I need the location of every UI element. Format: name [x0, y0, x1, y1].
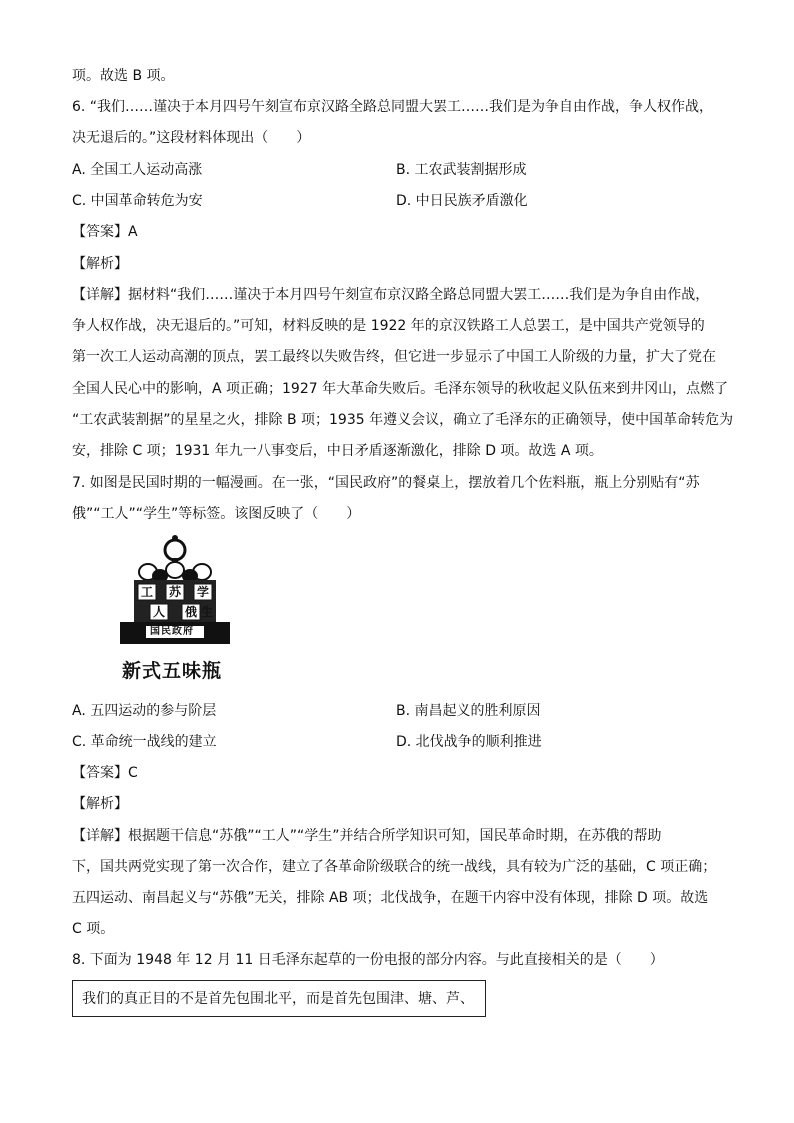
- q7-option-c: C. 革命统一战线的建立: [72, 734, 217, 750]
- telegram-box: [72, 980, 486, 1017]
- q6-line-2: 决无退后的。”这段材料体现出（ ）: [72, 130, 311, 146]
- q7-option-d: D. 北伐战争的顺利推进: [396, 734, 542, 750]
- q6-detail-5: “工农武装割据”的星星之火，排除 B 项；1935 年遵义会议，确立了毛泽东的正确领导，使中国革命转危为: [72, 412, 734, 428]
- telegram-text: 我们的真正目的不是首先包围北平，而是首先包围津、塘、芦、: [82, 991, 474, 1007]
- q6-detail-6: 安，排除 C 项；1931 年九一八事变后，中日矛盾逐渐激化，排除 D 项。故选 A 项。: [72, 443, 603, 459]
- q6-line-1: 6. “我们……谨决于本月四号午刻宣布京汉路全路总同盟大罢工……我们是为争自由作战，争人权作战，: [72, 99, 714, 115]
- cartoon-caption: 新式五味瓶: [122, 660, 223, 682]
- q6-option-b: B. 工农武装割据形成: [396, 162, 527, 178]
- line-0: 项。故选 B 项。: [72, 68, 175, 84]
- cartoon-label-xue: 学: [197, 585, 210, 599]
- q6-detail-1: 【详解】据材料“我们……谨决于本月四号午刻宣布京汉路全路总同盟大罢工……我们是为争自由作战，: [72, 287, 710, 303]
- q6-analysis-label: 【解析】: [72, 256, 128, 272]
- q7-answer: 【答案】C: [72, 765, 138, 781]
- q6-detail-3: 第一次工人运动高潮的顶点，罢工最终以失败告终，但它进一步显示了中国工人阶级的力量，扩大了党在: [72, 349, 716, 365]
- q6-answer: 【答案】A: [72, 224, 138, 240]
- cartoon-image: [120, 532, 230, 652]
- cartoon-table-label: 国民政府: [150, 626, 194, 637]
- q8-line-1: 8. 下面为 1948 年 12 月 11 日毛泽东起草的一份电报的部分内容。与此直接相关的是（ ）: [72, 952, 664, 968]
- q6-option-d: D. 中日民族矛盾激化: [396, 193, 528, 209]
- cartoon-label-gong: 工: [141, 585, 154, 599]
- q7-detail-3: 五四运动、南昌起义与“苏俄”无关，排除 AB 项；北伐战争，在题干内容中没有体现，排除 D 项。故选: [72, 890, 709, 906]
- q6-detail-4: 全国人民心中的影响，A 项正确；1927 年大革命失败后。毛泽东领导的秋收起义队伍来到井冈山，点燃了: [72, 381, 729, 397]
- cartoon-label-su: 苏: [169, 585, 182, 599]
- q7-analysis-label: 【解析】: [72, 796, 128, 812]
- cartoon-label-ren: 人: [153, 605, 166, 619]
- q7-line-1: 7. 如图是民国时期的一幅漫画。在一张，“国民政府”的餐桌上，摆放着几个佐料瓶，瓶上分别贴有“苏: [72, 475, 700, 491]
- cartoon-label-e: 俄: [185, 605, 198, 619]
- q7-detail-4: C 项。: [72, 921, 115, 937]
- q6-option-c: C. 中国革命转危为安: [72, 193, 203, 209]
- q7-option-a: A. 五四运动的参与阶层: [72, 703, 217, 719]
- cartoon-label-sheng: 生: [201, 605, 214, 619]
- q6-detail-2: 争人权作战，决无退后的。”可知，材料反映的是 1922 年的京汉铁路工人总罢工，是中国共产党领导的: [72, 318, 705, 334]
- q7-detail-2: 下，国共两党实现了第一次合作，建立了各革命阶级联合的统一战线，具有较为广泛的基础，C 项正确；: [72, 859, 717, 875]
- q7-option-b: B. 南昌起义的胜利原因: [396, 703, 541, 719]
- q6-option-a: A. 全国工人运动高涨: [72, 162, 203, 178]
- q7-line-2: 俄”“工人”“学生”等标签。该图反映了（ ）: [72, 506, 361, 522]
- q7-detail-1: 【详解】根据题干信息“苏俄”“工人”“学生”并结合所学知识可知，国民革命时期，在苏俄的帮助: [72, 828, 662, 844]
